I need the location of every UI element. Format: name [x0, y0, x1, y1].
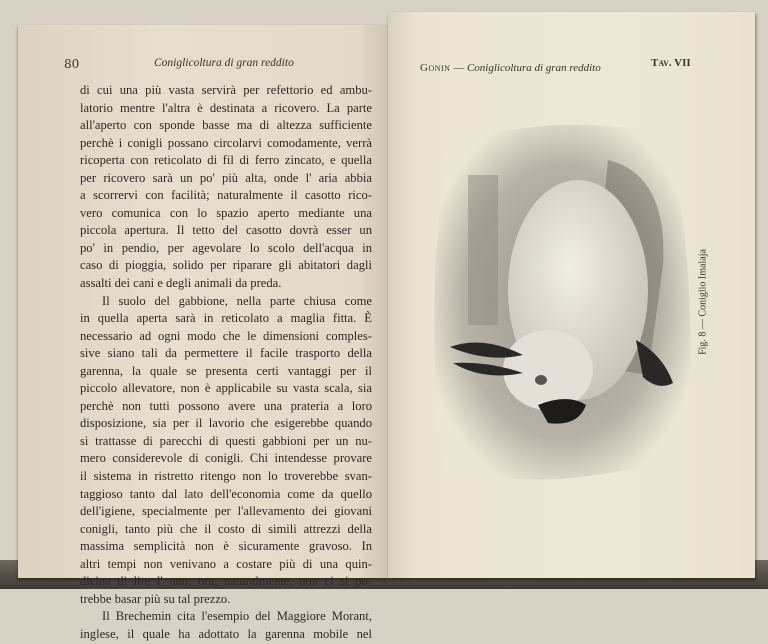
- text-line: massima semplicità non è sicuramente gravoso. In: [80, 539, 372, 554]
- text-line: latorio mentre l'altra è destinata a ricovero. La parte: [80, 100, 372, 115]
- plate-number: Tav. VII: [651, 57, 691, 69]
- text-line: altri tempi non venivano a costare più di una quin-: [80, 556, 372, 571]
- text-line: disposizione, sia per il lavorio che esigerebbe quando: [80, 416, 372, 431]
- text-line: mero considerevole di conigli. Chi intendesse provare: [80, 451, 372, 466]
- text-line: si trattasse di parecchi di questi gabbioni per un nu-: [80, 433, 372, 448]
- text-line: sive siano tali da permettere il facile trasporto della: [80, 346, 372, 361]
- text-line: Il Brechemin cita l'esempio del Maggiore Morant,: [102, 609, 372, 624]
- text-line: per ricovero sarà un po' più alta, onde l' aria abbia: [80, 170, 372, 185]
- text-line: necessario ad ogni modo che le dimensioni comples-: [80, 328, 372, 343]
- figure-caption: Fig. 8 — Coniglio Imalaja: [697, 249, 709, 355]
- text-line: inglese, il quale ha adottato la garenna mobile nel: [80, 626, 372, 641]
- rabbit-illustration: [428, 115, 696, 487]
- book-title: Coniglicoltura di gran reddito: [466, 62, 601, 74]
- running-head: Coniglicoltura di gran reddito: [154, 57, 294, 69]
- text-line: vero comunica con lo spazio aperto mediante una: [80, 205, 372, 220]
- text-line: dicina di lire l' uno; ora, naturalmente, non ci si po-: [80, 574, 372, 589]
- body-text: [80, 82, 372, 644]
- rabbit-head: [503, 330, 593, 410]
- page-number: 80: [64, 57, 80, 71]
- dash: —: [450, 62, 467, 74]
- text-line: piccolo allevatore, non è applicabile su vasta scala, sia: [80, 381, 372, 396]
- text-line: taggioso tanto dal lato dell'economia come da quello: [80, 486, 372, 501]
- background-wall: [468, 175, 498, 325]
- text-line: perchè i conigli possano circolarvi comodamente, verrà: [80, 135, 372, 150]
- text-line: conigli, tanto più che il costo di simili attrezzi della: [80, 521, 372, 536]
- text-line: piccola apertura. Il tetto del casotto dovrà esser un: [80, 223, 372, 238]
- text-line: assalti dei cani e degli animali da preda.: [80, 276, 282, 291]
- text-line: di cui una più vasta servirà per refettorio ed ambu-: [80, 83, 372, 97]
- text-line: in quella aperta sarà in reticolato a maglia fitta. È: [80, 311, 372, 326]
- text-line: perchè non tutti possono avere una prateria a loro: [80, 398, 372, 413]
- text-line: all'aperto con sponde basse ma di altezza sufficiente: [80, 118, 372, 133]
- text-line: garenna, la quale se presenta certi vantaggi per il: [80, 363, 372, 378]
- text-line: po' in pendio, per agevolare lo scolo dell'acqua in: [80, 240, 372, 255]
- text-line: ricoperta con reticolato di fil di ferro zincato, e quella: [80, 153, 372, 168]
- author-name: Gonin: [420, 62, 451, 74]
- text-line: Il suolo del gabbione, nella parte chiusa come: [102, 293, 372, 308]
- text-line: trebbe basar più su tal prezzo.: [80, 591, 231, 606]
- text-line: dell'igiene, specialmente per l'allevamento dei giovani: [80, 504, 372, 519]
- text-line: a scorrervi con facilità; naturalmente il casotto rico-: [80, 188, 372, 203]
- right-running-head: [420, 62, 601, 74]
- text-line: il sistema in ristretto ritengo non lo troverebbe svan-: [80, 469, 372, 484]
- text-line: caso di pioggia, solido per riparare gli abitatori dagli: [80, 258, 372, 273]
- rabbit-eye: [535, 375, 547, 385]
